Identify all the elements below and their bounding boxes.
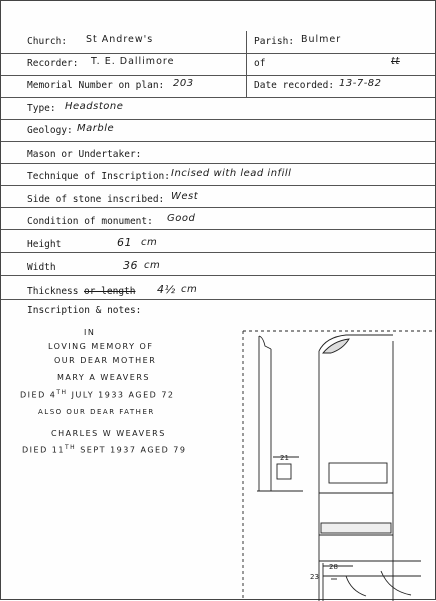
type-value: Headstone — [65, 101, 124, 112]
height-unit: cm — [141, 237, 158, 248]
technique-value: Incised with lead infill — [171, 168, 292, 179]
date-label: Date recorded: — [254, 80, 335, 91]
church-value: St Andrew's — [86, 34, 154, 45]
geology-label: Geology: — [27, 125, 73, 136]
width-label: Width — [27, 262, 56, 273]
condition-value: Good — [167, 213, 196, 224]
inscription-line-3: OUR DEAR MOTHER — [54, 356, 157, 365]
date-value: 13-7-82 — [339, 78, 382, 89]
side-label: Side of stone inscribed: — [27, 194, 165, 205]
of-value: tt — [391, 56, 400, 67]
inscription-line-4: MARY A WEAVERS — [57, 373, 150, 382]
church-label: Church: — [27, 36, 68, 47]
memorial-label: Memorial Number on plan: — [27, 80, 165, 91]
memorial-value: 203 — [173, 78, 194, 89]
dim-23-label: 23 — [310, 573, 319, 581]
height-value: 61 — [117, 236, 132, 249]
inscription-line-7: CHARLES W WEAVERS — [51, 429, 166, 438]
thickness-unit: cm — [181, 284, 198, 295]
recorder-value: T. E. Dallimore — [91, 56, 175, 67]
width-value: 36 — [123, 259, 138, 272]
inscription-line-5-start: DIED 4 — [20, 390, 57, 400]
sketch-lines — [243, 331, 436, 601]
dim-21-label: 21 — [280, 454, 289, 462]
inscription-line-5-end: JULY 1933 AGED 72 — [67, 390, 175, 400]
height-label: Height — [27, 239, 62, 250]
inscription-line-1: IN — [84, 328, 96, 337]
inscription-label: Inscription & notes: — [27, 305, 142, 316]
inscription-line-8-sup: TH — [64, 444, 77, 451]
inscription-line-5-sup: TH — [56, 389, 68, 396]
inscription-line-8-end: SEPT 1937 AGED 79 — [76, 445, 187, 455]
headstone-sketch — [1, 1, 436, 601]
parish-value: Bulmer — [301, 34, 342, 45]
side-value: West — [171, 191, 199, 202]
recorder-label: Recorder: — [27, 58, 79, 69]
type-label: Type: — [27, 103, 56, 114]
parish-label: Parish: — [254, 36, 295, 47]
dim-28-label: 28 — [329, 563, 338, 571]
thickness-value: 4½ — [157, 283, 176, 296]
width-unit: cm — [144, 260, 161, 271]
inscription-line-2: LOVING MEMORY OF — [48, 342, 154, 351]
geology-value: Marble — [77, 123, 115, 134]
thickness-label: Thickness — [27, 286, 79, 297]
technique-label: Technique of Inscription: — [27, 171, 170, 182]
inscription-line-6: ALSO OUR DEAR FATHER — [38, 408, 155, 416]
inscription-line-8-start: DIED 11 — [22, 445, 65, 455]
mason-label: Mason or Undertaker: — [27, 149, 142, 160]
condition-label: Condition of monument: — [27, 216, 153, 227]
thickness-struck-text: or length — [84, 286, 136, 297]
of-label: of — [254, 58, 266, 69]
